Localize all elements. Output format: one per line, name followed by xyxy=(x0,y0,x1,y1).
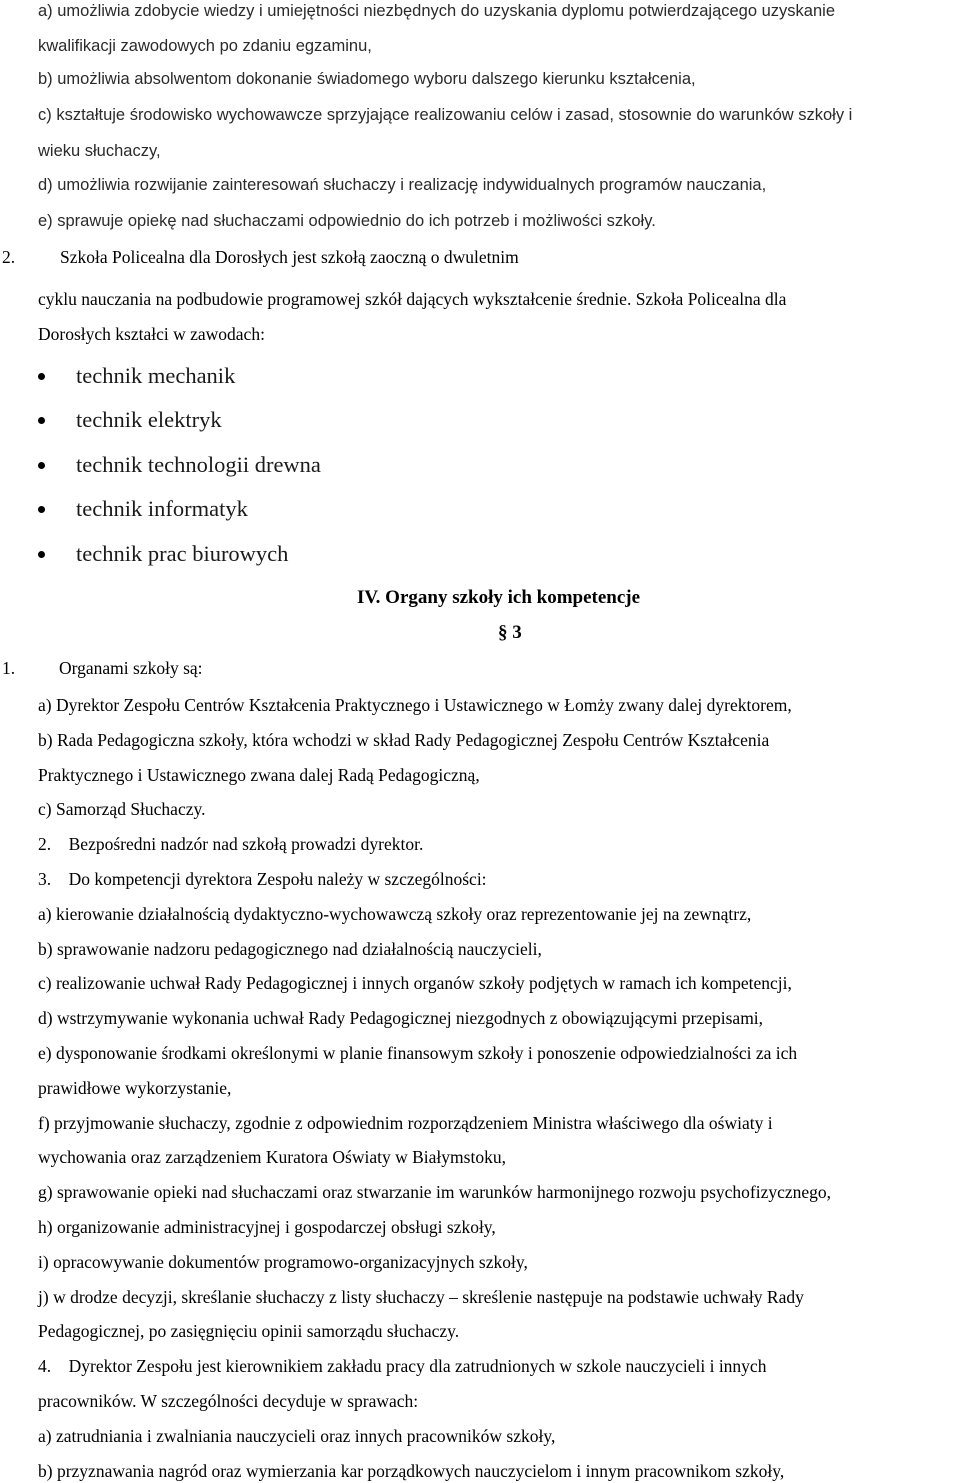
employer-intro: 4. Dyrektor Zespołu jest kierownikiem zakładu pracy dla zatrudnionych w szkole nauczycieli i innych xyxy=(38,1356,767,1376)
bullet-icon xyxy=(38,506,45,513)
organ-item-a: a) Dyrektor Zespołu Centrów Kształcenia Praktycznego i Ustawicznego w Łomży zwany dalej dyrektorem, xyxy=(38,695,792,715)
competence-item-j-cont: Pedagogicznej, po zasięgnięciu opinii samorządu słuchaczy. xyxy=(38,1321,460,1341)
competence-item-g: g) sprawowanie opieki nad słuchaczami oraz stwarzanie im warunków harmonijnego rozwoju psychofizycznego, xyxy=(38,1182,832,1202)
profession-item: technik elektryk xyxy=(38,406,222,434)
bullet-icon xyxy=(38,417,45,424)
organ-item-b: b) Rada Pedagogiczna szkoły, która wchodzi w skład Rady Pedagogicznej Zespołu Centrów Kształcenia xyxy=(38,730,770,750)
point-2-line-1: Szkoła Policealna dla Dorosłych jest szkołą zaoczną o dwuletnim xyxy=(60,247,519,267)
competence-item-f-cont: wychowania oraz zarządzeniem Kuratora Oświaty w Białymstoku, xyxy=(38,1147,506,1167)
competence-item-i: i) opracowywanie dokumentów programowo-organizacyjnych szkoły, xyxy=(38,1252,528,1272)
competence-item-h: h) organizowanie administracyjnej i gospodarczej obsługi szkoły, xyxy=(38,1217,496,1237)
profession-item: technik prac biurowych xyxy=(38,540,288,568)
intro-item-c: c) kształtuje środowisko wychowawcze sprzyjające realizowaniu celów i zasad, stosownie do warunków szkoły i xyxy=(38,106,853,124)
profession-item: technik mechanik xyxy=(38,362,235,390)
competence-item-a: a) kierowanie działalnością dydaktyczno-wychowawczą szkoły oraz reprezentowanie jej na zewnątrz, xyxy=(38,904,752,924)
section-paragraph-sign: § 3 xyxy=(498,622,522,643)
competence-item-c: c) realizowanie uchwał Rady Pedagogicznej i innych organów szkoły podjętych w ramach ich kompetencji, xyxy=(38,973,792,993)
competence-item-e: e) dysponowanie środkami określonymi w planie finansowym szkoły i ponoszenie odpowiedzialności za ich xyxy=(38,1043,798,1063)
employer-item-b: b) przyznawania nagród oraz wymierzania kar porządkowych nauczycielom i innym pracownikom szkoły, xyxy=(38,1461,785,1481)
supervision-line: 2. Bezpośredni nadzór nad szkołą prowadzi dyrektor. xyxy=(38,834,424,854)
intro-item-a-cont: kwalifikacji zawodowych po zdaniu egzaminu, xyxy=(38,37,372,55)
employer-intro-cont: pracowników. W szczególności decyduje w sprawach: xyxy=(38,1391,419,1411)
organs-number: 1. xyxy=(2,658,16,678)
competence-item-b: b) sprawowanie nadzoru pedagogicznego nad działalnością nauczycieli, xyxy=(38,939,542,959)
competences-intro: 3. Do kompetencji dyrektora Zespołu należy w szczególności: xyxy=(38,869,487,889)
point-2-line-3: Dorosłych kształci w zawodach: xyxy=(38,324,265,344)
bullet-icon xyxy=(38,551,45,558)
employer-item-a: a) zatrudniania i zwalniania nauczycieli oraz innych pracowników szkoły, xyxy=(38,1426,556,1446)
intro-item-b: b) umożliwia absolwentom dokonanie świadomego wyboru dalszego kierunku kształcenia, xyxy=(38,70,696,88)
profession-item: technik informatyk xyxy=(38,495,248,523)
profession-item: technik technologii drewna xyxy=(38,451,321,479)
competence-item-d: d) wstrzymywanie wykonania uchwał Rady Pedagogicznej niezgodnych z obowiązującymi przepisami, xyxy=(38,1008,764,1028)
organs-intro: Organami szkoły są: xyxy=(59,658,203,678)
bullet-icon xyxy=(38,462,45,469)
intro-item-d: d) umożliwia rozwijanie zainteresowań słuchaczy i realizację indywidualnych programów nauczania, xyxy=(38,176,767,194)
competence-item-f: f) przyjmowanie słuchaczy, zgodnie z odpowiednim rozporządzeniem Ministra właściwego dla oświaty i xyxy=(38,1113,773,1133)
organ-item-c: c) Samorząd Słuchaczy. xyxy=(38,799,206,819)
competence-item-e-cont: prawidłowe wykorzystanie, xyxy=(38,1078,232,1098)
competence-item-j: j) w drodze decyzji, skreślanie słuchaczy z listy słuchaczy – skreślenie następuje na podstawie uchwały Rady xyxy=(38,1287,804,1307)
intro-item-c-cont: wieku słuchaczy, xyxy=(38,142,161,160)
bullet-icon xyxy=(38,373,45,380)
point-2-number: 2. xyxy=(2,247,16,267)
section-heading: IV. Organy szkoły ich kompetencje xyxy=(357,587,641,608)
point-2-line-2: cyklu nauczania na podbudowie programowej szkół dających wykształcenie średnie. Szkoła Policealna dla xyxy=(38,289,787,309)
organ-item-b-cont: Praktycznego i Ustawicznego zwana dalej Radą Pedagogiczną, xyxy=(38,765,480,785)
intro-item-e: e) sprawuje opiekę nad słuchaczami odpowiednio do ich potrzeb i możliwości szkoły. xyxy=(38,212,656,230)
intro-item-a: a) umożliwia zdobycie wiedzy i umiejętności niezbędnych do uzyskania dyplomu potwierdzającego uzyskanie xyxy=(38,2,835,20)
